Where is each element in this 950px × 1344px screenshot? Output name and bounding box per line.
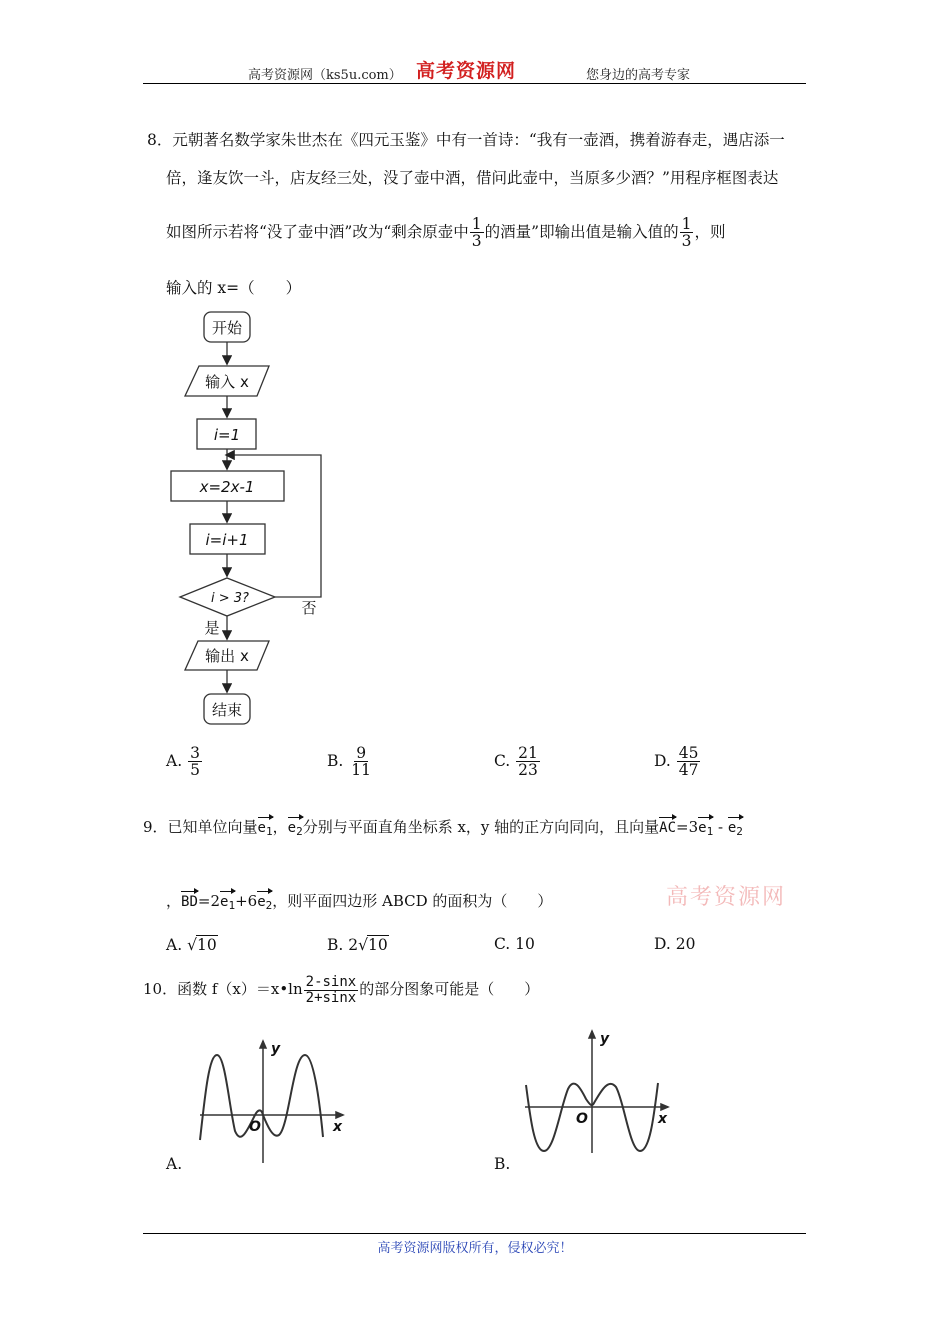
q8-fraction-one-third-2: $\frac{1}{3}$ <box>681 215 692 251</box>
vector-e2: $e_2$ <box>287 820 303 838</box>
q9-option-d[interactable]: D. 20 <box>654 935 696 953</box>
vector-bd: BD <box>181 894 198 910</box>
q8-line-2: 倍，逢友饮一斗，店友经三处，没了壶中酒，借问此壶中，当原多少酒？”用程序框图表达 <box>166 169 779 187</box>
q8-line-1: 8．元朝著名数学家朱世杰在《四元玉鉴》中有一首诗：“我有一壶酒，携着游春走，遇店添一 <box>147 131 785 149</box>
header-right-text: 您身边的高考专家 <box>586 68 691 83</box>
flow-yes-label: 是 <box>204 619 220 637</box>
watermark-text: 高考资源网 <box>666 885 787 910</box>
q8-line-3a: 如图所示若将“没了壶中酒”改为“剩余原壶中 <box>166 222 469 241</box>
vector-ac: AC <box>659 820 677 836</box>
flow-output-text: 输出 x <box>205 647 249 665</box>
q10-graph-a <box>195 1035 355 1170</box>
q10-option-a[interactable]: A. <box>166 1155 183 1173</box>
q10-graph-b <box>520 1025 680 1160</box>
q8-flowchart <box>170 308 340 728</box>
graph-b-origin: O <box>576 1111 588 1127</box>
flow-assign-text: x=2x-1 <box>199 478 255 496</box>
q10-line-1: 10．函数 f（x）＝x•ln $\frac{2-\sin x}{2+\sin x}$ 的部分图象可能是（ ） <box>143 974 540 1006</box>
q9-option-a[interactable]: A. √10 <box>166 936 217 954</box>
footer-copyright: 高考资源网版权所有，侵权必究！ <box>377 1241 573 1256</box>
q8-fraction-one-third: $\frac{1}{3}$ <box>471 215 482 251</box>
q9-line-1: 9．已知单位向量$e_1$，$e_2$分别与平面直角坐标系 x，y 轴的正方向同向，且向量$AC=3e_1 - e_2$ <box>143 818 743 838</box>
graph-b-x-label: x <box>658 1111 668 1127</box>
q8-option-b[interactable]: B. $\frac{9}{11}$ <box>327 744 371 780</box>
flow-start-text: 开始 <box>211 319 243 337</box>
flow-condition-text: i > 3? <box>211 591 249 606</box>
flow-end-text: 结束 <box>211 701 243 719</box>
footer-divider <box>143 1233 806 1234</box>
graph-a-y-label: y <box>271 1041 281 1057</box>
header-brand-logo: 高考资源网 <box>416 60 517 82</box>
header-left-text: 高考资源网（ks5u.com） <box>248 68 402 83</box>
q8-option-d[interactable]: D. $\frac{45}{47}$ <box>654 744 699 780</box>
q9-option-b[interactable]: B. 2√10 <box>327 936 388 954</box>
q8-option-a[interactable]: A. $\frac{3}{5}$ <box>166 744 200 780</box>
flow-input-text: 输入 x <box>205 373 249 391</box>
q8-line-3b: 的酒量”即输出值是输入值的 <box>484 222 679 241</box>
graph-a-origin: O <box>249 1119 261 1135</box>
flow-increment-text: i=i+1 <box>205 531 249 549</box>
q10-option-b[interactable]: B. <box>494 1155 511 1173</box>
graph-b-y-label: y <box>600 1031 610 1047</box>
q8-line-3c: ，则 <box>694 222 726 241</box>
q8-line-4: 输入的 x=（ ） <box>166 279 302 297</box>
q8-option-c[interactable]: C. $\frac{21}{23}$ <box>494 744 538 780</box>
graph-a-x-label: x <box>333 1119 343 1135</box>
q10-fraction: $\frac{2-\sin x}{2+\sin x}$ <box>305 974 357 1006</box>
q9-line-2: ，$BD=2e_1+6e_2$，则平面四边形 ABCD 的面积为（ ） <box>166 892 553 912</box>
q9-option-c[interactable]: C. 10 <box>494 935 535 953</box>
vector-e1: $e_1$ <box>257 820 273 838</box>
flow-init-text: i=1 <box>213 426 241 444</box>
header-divider <box>143 83 806 84</box>
flow-no-label: 否 <box>301 599 317 617</box>
q8-line-3 <box>166 216 725 250</box>
